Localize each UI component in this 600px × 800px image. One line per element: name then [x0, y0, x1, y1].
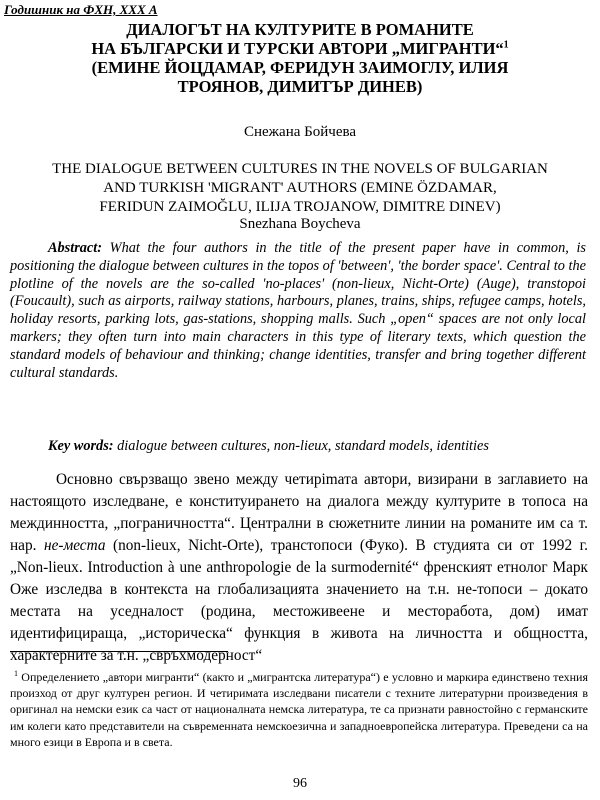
title-bg-line-1: ДИАЛОГЪТ НА КУЛТУРИТЕ В РОМАНИТЕ: [126, 20, 474, 39]
footnote-marker: 1: [14, 669, 18, 678]
abstract: [10, 240, 586, 382]
keywords: [10, 437, 586, 455]
title-en-line-3: FERIDUN ZAIMOĞLU, ILIJA TROJANOW, DIMITRE DINEV): [99, 199, 501, 215]
body-text-part-1: Основно свързващо звено между четирimата автори, визирани в заглавието на настоящото изследване, е конституирането на диалога между културите в топоса на междинността, „пограничността“. Централни в сюжетните линии на романите им са т. нар.: [10, 471, 588, 554]
title-bg-line-3: (ЕМИНЕ ЙОЦДАМАР, ФЕРИДУН ЗАИМОГЛУ, ИЛИЯ: [91, 58, 509, 77]
title-english: [8, 160, 592, 217]
running-header: Годишник на ФХН, XXX А: [4, 2, 158, 17]
title-bg-line-2-text: НА БЪЛГАРСКИ И ТУРСКИ АВТОРИ „МИГРАНТИ“: [91, 39, 504, 58]
keywords-label: Key words:: [48, 438, 114, 454]
body-text-part-2: (non-lieux, Nicht-Orte), транстопоси (Фуко). В студията си от 1992 г. „Non-lieux. Introduction à une anthropologie de la surmodernité“ френският етнолог Марк Оже изследва в контекста на глобализацията значението на т.н. не-топоси – докато местата на уседналост (родина, местоживеене и месторабота, дом) имат идентифицираща, „историческа“ функция в живота на личността и общността, характерните за т.н. „свръхмодерност“: [10, 537, 588, 664]
footnote-ref-marker: 1: [503, 39, 509, 51]
author-bulgarian: Снежана Бойчева: [243, 124, 357, 140]
body-paragraph: [10, 469, 588, 667]
footnote: [10, 669, 588, 750]
body-emphasis: не-места: [43, 537, 106, 554]
title-en-line-2: AND TURKISH 'MIGRANT' AUTHORS (EMINE ÖZDAMAR,: [103, 180, 497, 196]
abstract-text: What the four authors in the title of the present paper have in common, is positioning the dialogue between cultures in the topos of 'between', 'the border space'. Central to the plotline of the novels are the so-called 'no-places' (non-lieux, Nicht-Orte) (Auge), transtopoi (Foucault), such as airports, railway stations, harbours, planes, trains, ships, refugee camps, hotels, holiday resorts, parking lots, gas-stations, shopping malls. Such „open“ spaces are not only local markers; they often turn into main characters in this type of literary texts, which question the standard models of behaviour and thinking; change identities, transfer and bring together different cultural standards.: [10, 240, 586, 381]
title-bg-line-4: ТРОЯНОВ, ДИМИТЪР ДИНЕВ): [177, 77, 423, 96]
title-bulgarian: [20, 20, 580, 96]
title-en-line-1: THE DIALOGUE BETWEEN CULTURES IN THE NOVELS OF BULGARIAN: [52, 161, 548, 177]
page-number: 96: [293, 776, 307, 791]
abstract-label: Abstract:: [48, 240, 103, 256]
footnote-separator: [10, 651, 228, 652]
author-english: Snezhana Boycheva: [239, 216, 361, 232]
keywords-text: dialogue between cultures, non-lieux, standard models, identities: [113, 438, 489, 454]
footnote-text: Определението „автори мигранти“ (както и „мигрантска литература“) е условно и маркира единствено техния произход от друг културен регион. И четиримата изследвани писатели с техните литературни произведения в оригинал на немски език са част от националната немска литература, те са признати равностойно с германските им колеги като представители на съвременната немскоезична и западноевропейска литература. Преведени са на много езици в Европа и в света.: [10, 670, 588, 749]
title-bg-line-2: [20, 39, 580, 58]
